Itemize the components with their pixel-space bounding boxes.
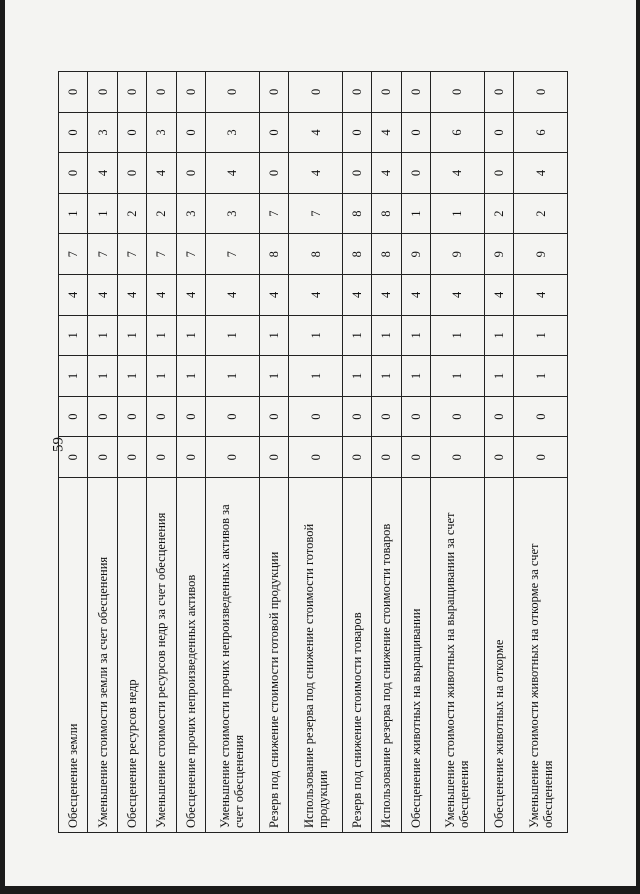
code-cell: 1 — [289, 315, 343, 356]
code-cell: 8 — [342, 193, 371, 234]
row-label: Обесценение животных на выращивании — [401, 478, 430, 833]
code-cell: 0 — [431, 396, 485, 437]
table-row — [259, 72, 288, 833]
code-cell: 4 — [289, 112, 343, 153]
code-cell: 4 — [372, 275, 401, 316]
code-cell: 0 — [401, 396, 430, 437]
code-cell: 1 — [514, 315, 568, 356]
code-cell: 8 — [259, 234, 288, 275]
code-cell: 0 — [259, 153, 288, 194]
row-label: Использование резерва под снижение стоимости товаров — [372, 478, 401, 833]
code-cell: 0 — [484, 112, 513, 153]
code-cell: 0 — [117, 153, 146, 194]
row-label: Уменьшение стоимости прочих непроизведенных активов за счет обесценения — [206, 478, 260, 833]
row-label: Резерв под снижение стоимости товаров — [342, 478, 371, 833]
code-cell: 4 — [88, 275, 117, 316]
code-cell: 1 — [117, 315, 146, 356]
code-cell: 1 — [88, 193, 117, 234]
code-cell: 4 — [117, 275, 146, 316]
row-label: Уменьшение стоимости животных на откорме за счет обесценения — [514, 478, 568, 833]
code-cell: 1 — [401, 315, 430, 356]
code-cell: 0 — [147, 396, 176, 437]
code-cell: 0 — [259, 396, 288, 437]
code-cell: 1 — [259, 356, 288, 397]
code-cell: 4 — [147, 153, 176, 194]
code-cell: 1 — [176, 356, 205, 397]
code-cell: 0 — [59, 437, 88, 478]
code-cell: 7 — [117, 234, 146, 275]
code-cell: 0 — [401, 153, 430, 194]
code-cell: 1 — [147, 315, 176, 356]
code-cell: 4 — [206, 275, 260, 316]
code-cell: 0 — [431, 437, 485, 478]
code-cell: 1 — [59, 193, 88, 234]
code-cell: 4 — [431, 153, 485, 194]
code-cell: 8 — [342, 234, 371, 275]
code-cell: 1 — [176, 315, 205, 356]
code-cell: 4 — [88, 153, 117, 194]
code-cell: 0 — [342, 112, 371, 153]
scan-edge-left — [0, 0, 5, 894]
table-row — [401, 72, 430, 833]
row-label: Резерв под снижение стоимости готовой продукции — [259, 478, 288, 833]
code-cell: 0 — [176, 437, 205, 478]
code-cell: 0 — [372, 396, 401, 437]
code-cell: 0 — [514, 396, 568, 437]
code-cell: 4 — [514, 275, 568, 316]
code-cell: 7 — [176, 234, 205, 275]
code-cell: 7 — [206, 234, 260, 275]
code-cell: 2 — [147, 193, 176, 234]
code-cell: 1 — [431, 193, 485, 234]
table-row — [176, 72, 205, 833]
code-cell: 0 — [206, 72, 260, 113]
table-row — [147, 72, 176, 833]
code-cell: 0 — [289, 437, 343, 478]
code-cell: 6 — [431, 112, 485, 153]
code-cell: 7 — [289, 193, 343, 234]
code-cell: 1 — [401, 193, 430, 234]
code-cell: 9 — [401, 234, 430, 275]
code-cell: 0 — [289, 396, 343, 437]
row-label: Уменьшение стоимости животных на выращивании за счет обесценения — [431, 478, 485, 833]
table-row — [206, 72, 260, 833]
table-row — [289, 72, 343, 833]
code-cell: 1 — [401, 356, 430, 397]
scan-edge-right — [636, 0, 640, 894]
code-cell: 4 — [431, 275, 485, 316]
code-cell: 0 — [117, 396, 146, 437]
account-codes-table — [58, 71, 568, 833]
code-cell: 1 — [206, 356, 260, 397]
code-cell: 7 — [259, 193, 288, 234]
code-cell: 8 — [372, 234, 401, 275]
code-cell: 0 — [206, 437, 260, 478]
code-cell: 4 — [342, 275, 371, 316]
code-cell: 0 — [206, 396, 260, 437]
code-cell: 0 — [88, 72, 117, 113]
code-cell: 7 — [59, 234, 88, 275]
row-label: Уменьшение стоимости земли за счет обесценения — [88, 478, 117, 833]
code-cell: 4 — [59, 275, 88, 316]
code-cell: 1 — [484, 356, 513, 397]
code-cell: 0 — [176, 112, 205, 153]
code-cell: 0 — [117, 112, 146, 153]
rotated-table-container — [58, 71, 568, 833]
code-cell: 1 — [88, 356, 117, 397]
row-label: Обесценение земли — [59, 478, 88, 833]
code-cell: 3 — [147, 112, 176, 153]
code-cell: 1 — [431, 315, 485, 356]
code-cell: 0 — [484, 153, 513, 194]
code-cell: 3 — [88, 112, 117, 153]
page-number: 59 — [50, 437, 67, 452]
table-row — [431, 72, 485, 833]
code-cell: 0 — [342, 396, 371, 437]
code-cell: 0 — [342, 153, 371, 194]
code-cell: 0 — [59, 112, 88, 153]
code-cell: 0 — [59, 72, 88, 113]
code-cell: 4 — [259, 275, 288, 316]
code-cell: 2 — [117, 193, 146, 234]
row-label: Обесценение ресурсов недр — [117, 478, 146, 833]
codes-table — [58, 71, 568, 833]
code-cell: 9 — [514, 234, 568, 275]
code-cell: 0 — [372, 72, 401, 113]
code-cell: 0 — [514, 72, 568, 113]
table-row — [88, 72, 117, 833]
code-cell: 0 — [59, 153, 88, 194]
code-cell: 1 — [342, 315, 371, 356]
code-cell: 4 — [176, 275, 205, 316]
code-cell: 4 — [484, 275, 513, 316]
table-row — [59, 72, 88, 833]
code-cell: 3 — [176, 193, 205, 234]
code-cell: 0 — [372, 437, 401, 478]
row-label: Использование резерва под снижение стоимости готовой продукции — [289, 478, 343, 833]
code-cell: 0 — [88, 396, 117, 437]
code-cell: 1 — [372, 356, 401, 397]
code-cell: 4 — [289, 153, 343, 194]
code-cell: 0 — [514, 437, 568, 478]
code-cell: 0 — [59, 396, 88, 437]
code-cell: 0 — [342, 437, 371, 478]
code-cell: 1 — [59, 315, 88, 356]
code-cell: 0 — [259, 437, 288, 478]
code-cell: 6 — [514, 112, 568, 153]
table-row — [342, 72, 371, 833]
code-cell: 4 — [289, 275, 343, 316]
row-label: Уменьшение стоимости ресурсов недр за счет обесценения — [147, 478, 176, 833]
code-cell: 8 — [289, 234, 343, 275]
code-cell: 0 — [176, 72, 205, 113]
code-cell: 3 — [206, 193, 260, 234]
code-cell: 1 — [372, 315, 401, 356]
code-cell: 0 — [259, 112, 288, 153]
code-cell: 4 — [514, 153, 568, 194]
code-cell: 8 — [372, 193, 401, 234]
code-cell: 0 — [484, 396, 513, 437]
code-cell: 0 — [484, 437, 513, 478]
code-cell: 4 — [206, 153, 260, 194]
code-cell: 0 — [484, 72, 513, 113]
code-cell: 0 — [289, 72, 343, 113]
code-cell: 1 — [484, 315, 513, 356]
code-cell: 0 — [176, 153, 205, 194]
code-cell: 0 — [431, 72, 485, 113]
code-cell: 7 — [88, 234, 117, 275]
table-row — [117, 72, 146, 833]
code-cell: 0 — [401, 112, 430, 153]
row-label: Обесценение животных на откорме — [484, 478, 513, 833]
code-cell: 1 — [206, 315, 260, 356]
code-cell: 0 — [401, 72, 430, 113]
code-cell: 9 — [484, 234, 513, 275]
code-cell: 1 — [59, 356, 88, 397]
code-cell: 0 — [147, 72, 176, 113]
code-cell: 3 — [206, 112, 260, 153]
table-row — [514, 72, 568, 833]
code-cell: 1 — [431, 356, 485, 397]
code-cell: 0 — [117, 72, 146, 113]
code-cell: 0 — [147, 437, 176, 478]
scan-edge-bottom — [0, 886, 640, 894]
code-cell: 0 — [342, 72, 371, 113]
table-row — [484, 72, 513, 833]
code-cell: 2 — [484, 193, 513, 234]
code-cell: 4 — [372, 112, 401, 153]
code-cell: 4 — [372, 153, 401, 194]
code-cell: 1 — [88, 315, 117, 356]
code-cell: 4 — [401, 275, 430, 316]
code-cell: 9 — [431, 234, 485, 275]
code-cell: 0 — [88, 437, 117, 478]
code-cell: 0 — [259, 72, 288, 113]
code-cell: 4 — [147, 275, 176, 316]
code-cell: 1 — [289, 356, 343, 397]
code-cell: 2 — [514, 193, 568, 234]
code-cell: 1 — [147, 356, 176, 397]
code-cell: 1 — [117, 356, 146, 397]
table-row — [372, 72, 401, 833]
code-cell: 1 — [514, 356, 568, 397]
code-cell: 7 — [147, 234, 176, 275]
code-cell: 0 — [176, 396, 205, 437]
code-cell: 0 — [401, 437, 430, 478]
row-label: Обесценение прочих непроизведенных активов — [176, 478, 205, 833]
code-cell: 0 — [117, 437, 146, 478]
code-cell: 1 — [342, 356, 371, 397]
code-cell: 1 — [259, 315, 288, 356]
